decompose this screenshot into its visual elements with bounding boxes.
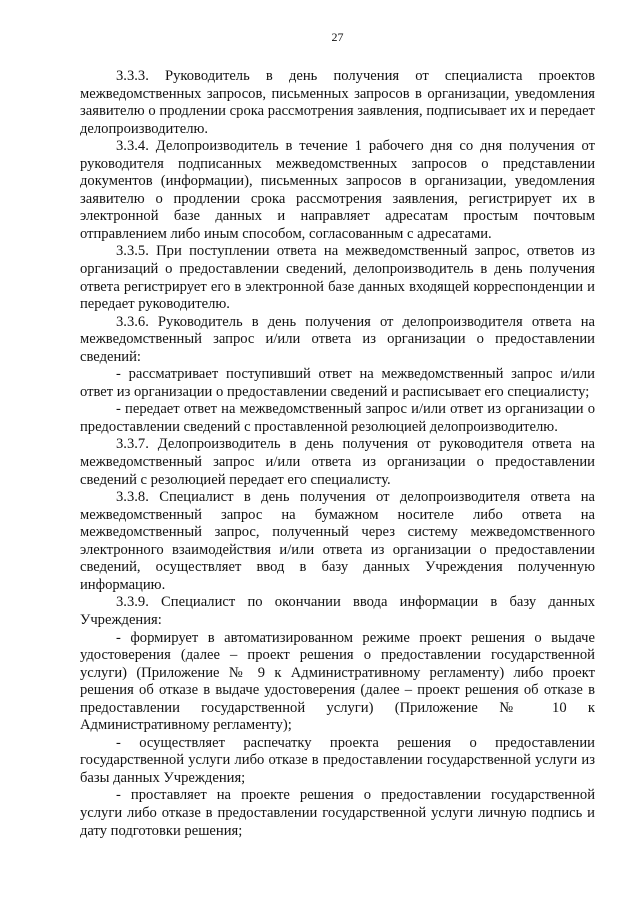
- list-item-review-response: - рассматривает поступивший ответ на межведомственный запрос и/или ответ из организации о предоставлении сведений и расписывает его специалисту;: [80, 366, 595, 400]
- paragraph-3-3-4: 3.3.4. Делопроизводитель в течение 1 рабочего дня со дня получения от руководителя подписанных межведомственных запросов о представлении документов (информации), письменных запросов в организации, уведомления заявителю о продлении срока рассмотрения заявления, регистрирует их в электронной базе данных и направляет адресатам простым почтовым отправлением либо иным способом, согласованным с адресатами.: [80, 138, 595, 242]
- document-page: [80, 30, 595, 840]
- list-item-sign-draft: - проставляет на проекте решения о предоставлении государственной услуги либо отказе в предоставлении государственной услуги личную подпись и дату подготовки решения;: [80, 787, 595, 839]
- paragraph-3-3-5: 3.3.5. При поступлении ответа на межведомственный запрос, ответов из организаций о предоставлении сведений, делопроизводитель в день получения ответа регистрирует его в электронной базе данных входящей корреспонденции и передает руководителю.: [80, 243, 595, 313]
- paragraph-3-3-3: 3.3.3. Руководитель в день получения от специалиста проектов межведомственных запросов, письменных запросов в организации, уведомления заявителю о продлении срока рассмотрения заявления, подписывает их и передает делопроизводителю.: [80, 68, 595, 137]
- list-item-pass-response: - передает ответ на межведомственный запрос и/или ответ из организации о предоставлении сведений с проставленной резолюцией делопроизводителю.: [80, 401, 595, 435]
- list-item-print-draft: - осуществляет распечатку проекта решения о предоставлении государственной услуги либо отказе в предоставлении государственной услуги из базы данных Учреждения;: [80, 734, 595, 786]
- paragraph-3-3-8: 3.3.8. Специалист в день получения от делопроизводителя ответа на межведомственный запрос на бумажном носителе либо ответа на межведомственный запрос, полученный через систему межведомственного электронного взаимодействия и/или ответа из организации о предоставлении сведений, осуществляет ввод в базу данных Учреждения полученную информацию.: [80, 489, 595, 593]
- page-number: 27: [331, 30, 344, 44]
- paragraph-3-3-7: 3.3.7. Делопроизводитель в день получения от руководителя ответа на межведомственный запрос и/или ответа из организации о предоставлении сведений с резолюцией передает его специалисту.: [80, 436, 595, 488]
- paragraph-3-3-6: 3.3.6. Руководитель в день получения от делопроизводителя ответа на межведомственный запрос и/или ответа из организации о предоставлении сведений:: [80, 313, 595, 365]
- list-item-form-draft: - формирует в автоматизированном режиме проект решения о выдаче удостоверения (далее – проект решения о предоставлении государственной услуги) (Приложение № 9 к Административному регламенту) либо проект решения об отказе в выдаче удостоверения (далее – проект решения об отказе в предоставлении государственной услуги) (Приложение № 10 к Административному регламенту);: [80, 629, 595, 734]
- paragraph-3-3-9: 3.3.9. Специалист по окончании ввода информации в базу данных Учреждения:: [80, 594, 595, 628]
